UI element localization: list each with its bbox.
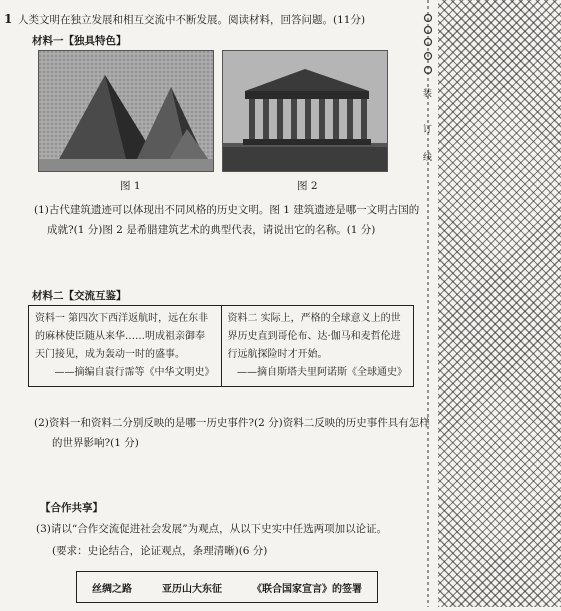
figure1-caption: 图 1 (120, 180, 141, 192)
question-intro: 人类文明在独立发展和相互交流中不断发展。阅读材料，回答问题。(11分) (18, 14, 366, 26)
security-pattern-strip (438, 0, 561, 607)
q3-line2: (要求：史论结合，论证观点，条理清晰)(6 分) (52, 545, 268, 557)
figure2-caption: 图 2 (297, 180, 318, 192)
binding-label-ding: 订 (423, 125, 433, 135)
options-box (76, 571, 378, 603)
binding-label-xian: 线 (423, 153, 433, 163)
sources-table (28, 305, 414, 387)
q2-line2: 的世界影响?(1 分) (52, 437, 139, 449)
q1-line1: (1)古代建筑遗迹可以体现出不同风格的历史文明。图 1 建筑遗迹是哪一文明古国的 (34, 204, 420, 216)
source2-text: 资料二 实际上，严格的全球意义上的世界历史直到哥伦布、达·伽马和麦哲伦进行远航探险时才开始。 (227, 313, 401, 360)
q1-line2: 成就?(1 分)图 2 是希腊建筑艺术的典型代表，请说出它的名称。(1 分) (47, 224, 376, 236)
cooperation-heading: 【合作共享】 (40, 502, 103, 514)
material1-heading: 材料一【独具特色】 (32, 35, 127, 47)
question-number: 1 (4, 12, 13, 26)
q2-line1: (2)资料一和资料二分别反映的是哪一历史事件?(2 分)资料二反映的历史事件具有怎样 (34, 417, 430, 429)
source1-citation: ——摘编自袁行霈等《中华文明史》 (54, 367, 215, 378)
figure1-pyramids-image (38, 50, 214, 172)
source1-text: 资料一 第四次下西洋返航时，远在东非的麻林使臣随从来华……明成祖亲御奉天门接见，成为轰动一时的盛事。 (35, 313, 209, 360)
source2-cell (221, 306, 414, 387)
figure2-parthenon-image (222, 50, 388, 172)
source2-citation: ——摘自斯塔夫里阿诺斯《全球通史》 (237, 367, 407, 378)
option-un-declaration: 《联合国家宣言》的签署 (252, 583, 362, 595)
material2-heading: 材料二【交流互鉴】 (32, 290, 127, 302)
option-silk-road: 丝绸之路 (92, 583, 132, 595)
q3-line1: (3)请以“合作交流促进社会发展”为观点，从以下史实中任选两项加以论证。 (36, 523, 388, 535)
option-alexander-campaign: 亚历山大东征 (162, 583, 222, 595)
source1-cell (29, 306, 222, 387)
binding-label-zhuang: 装 (423, 89, 433, 99)
binding-line (418, 0, 438, 607)
